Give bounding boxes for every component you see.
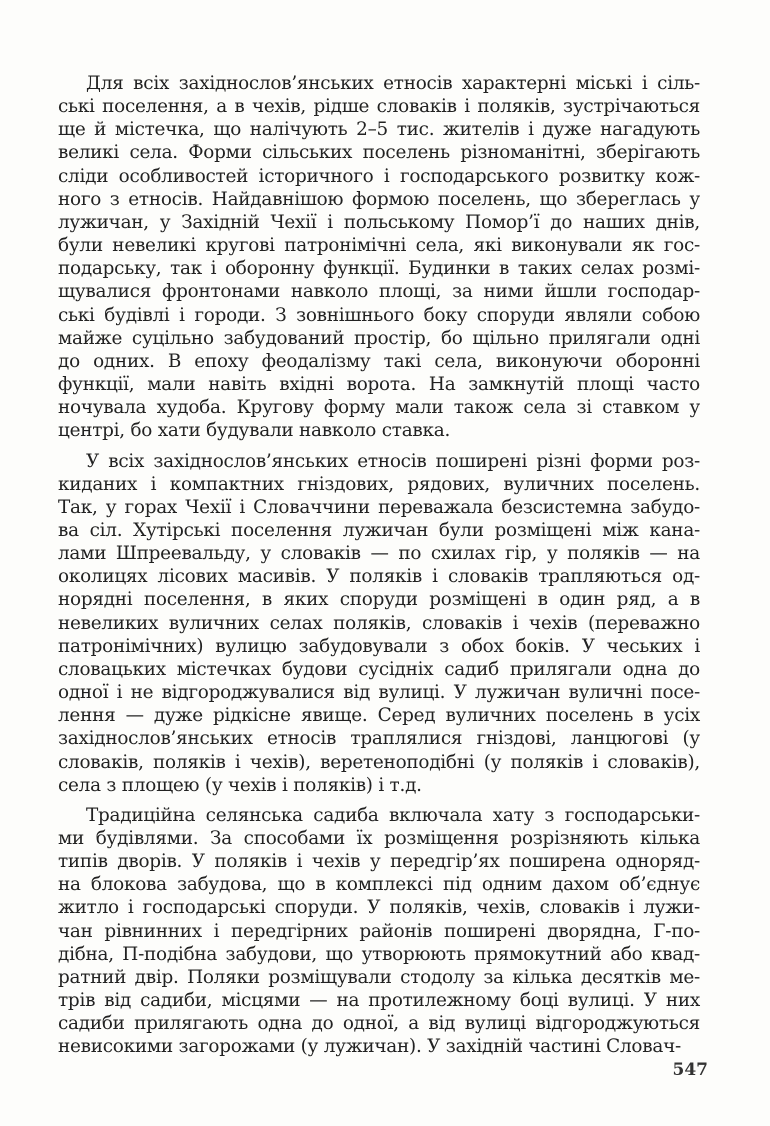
text-line: до одних. В епоху феодалізму такі села, виконуючи оборонні	[58, 350, 700, 372]
text-line: кидaних і компактних гніздових, рядових, вуличних поселень.	[58, 473, 700, 495]
text-line: житло і господарські споруди. У поляків, чехів, словаків і лужи-	[58, 897, 700, 919]
text-line: ва сіл. Хутірські поселення лужичан були розміщені між кана-	[58, 519, 700, 541]
text-line: словаків, поляків і чехів), веретеноподібні (у поляків і словаків),	[58, 751, 700, 773]
text-line: невеликих вуличних селах поляків, словаків і чехів (переважно	[58, 612, 700, 634]
text-line: трів від садиби, місцями — на протилежному боці вулиці. У них	[58, 990, 700, 1012]
text-line: західнослов’янських етносів траплялися гніздові, ланцюгові (у	[58, 728, 700, 750]
text-line: села з площею (у чехів і поляків) і т.д.	[58, 774, 422, 796]
text-line: ратний двір. Поляки розміщували стодолу за кілька десятків ме-	[58, 966, 700, 988]
text-line: на блокова забудова, що в комплексі під одним дахом об’єднує	[58, 874, 700, 896]
text-line: типів дворів. У поляків і чехів у передгір’ях поширена одноряд-	[58, 851, 700, 873]
body-text	[58, 72, 700, 1066]
text-line: словацьких містечках будови сусідніх садиб прилягали одна до	[58, 658, 700, 680]
text-line: одної і не відгороджувалися від вулиці. У лужичан вуличні посе-	[58, 682, 700, 704]
text-line: чан рівнинних і передгірних районів поширені дворядна, Г-по-	[58, 920, 700, 942]
text-line: великі села. Форми сільських поселень різноманітні, зберігають	[58, 142, 700, 164]
text-line: Традиційна селянська садиба включала хату з господарськи-	[86, 804, 700, 826]
text-line: патронімічних) вулицю забудовували з обох боків. У чеських і	[58, 635, 700, 657]
text-line: були невеликі кругові патронімічні села, які виконували як гос-	[58, 235, 700, 257]
text-line: Так, у горах Чехії і Словаччини переважала безсистемна забудо-	[58, 496, 700, 518]
text-line: центрі, бо хати будували навколо ставка.	[58, 420, 451, 442]
text-line: лення — дуже рідкісне явище. Серед вуличних поселень в усіх	[58, 705, 700, 727]
paragraph	[58, 804, 700, 1059]
text-line: лужичан, у Західній Чехії і польському Помор’ї до наших днів,	[58, 211, 700, 233]
text-line: околицях лісових масивів. У поляків і словаків трапляються од-	[58, 566, 700, 588]
text-line: Для всіх західнослов’янських етносів характерні міські і сіль-	[86, 73, 700, 94]
text-line: щувалися фронтонами навколо площі, за ними йшли господар-	[58, 281, 700, 303]
paragraph	[58, 450, 700, 797]
text-line: функції, мали навіть вхідні ворота. На замкнутій площі часто	[58, 374, 700, 396]
text-line: дібна, П-подібна забудови, що утворюють прямокутний або квад-	[58, 943, 700, 965]
text-line: У всіх західнослов’янських етносів поширені різні форми роз-	[86, 450, 700, 472]
text-line: ми будівлями. За способами їх розміщення розрізняють кілька	[58, 828, 700, 849]
text-line: ські поселення, а в чехів, рідше словаків і поляків, зустрічаються	[58, 96, 700, 118]
text-line: невисокими загорожами (у лужичан). У західній частині Словач-	[58, 1036, 681, 1058]
text-line: подарську, так і оборонну функції. Будинки в таких селах розмі-	[58, 258, 700, 280]
text-line: лами Шпреевальду, у словаків — по схилах гір, у поляків — на	[58, 543, 700, 565]
text-line: майже суцільно забудований простір, бо щільно прилягали одні	[58, 327, 700, 349]
paragraph	[58, 72, 700, 443]
text-line: норядні поселення, в яких споруди розміщені в один ряд, а в	[58, 589, 700, 611]
page-number: 547	[672, 1060, 708, 1080]
text-line: ного з етносів. Найдавнішою формою поселень, що збереглась у	[58, 188, 700, 210]
text-line: ночувала худоба. Кругову форму мали також села зі ставком у	[58, 397, 700, 419]
text-line: садиби прилягають одна до одної, а від вулиці відгороджуються	[58, 1013, 700, 1035]
text-line: ще й містечка, що налічують 2–5 тис. жителів і дуже нагадують	[58, 119, 700, 141]
text-line: ські будівлі і городи. З зовнішнього боку споруди являли собою	[58, 304, 700, 326]
text-line: сліди особливостей історичного і господарського розвитку кож-	[58, 165, 700, 187]
